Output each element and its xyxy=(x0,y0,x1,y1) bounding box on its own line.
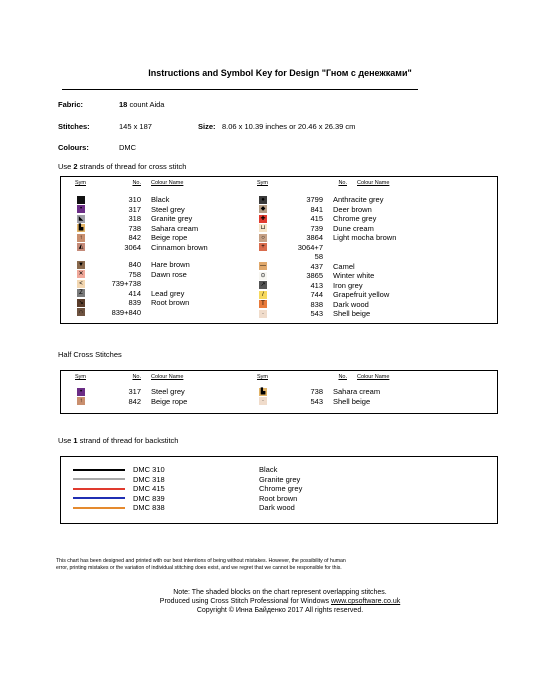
thread-number: 3799 xyxy=(306,195,323,204)
thread-number: 414 xyxy=(128,288,141,298)
backstitch-code: DMC 838 xyxy=(133,503,165,512)
colour-name: Dark wood xyxy=(333,299,369,309)
key-row xyxy=(75,260,255,270)
no-header: No. xyxy=(338,180,347,186)
symbol-swatch: ◆ xyxy=(260,206,266,212)
thread-number: 744 xyxy=(310,290,323,299)
thread-number: 317 xyxy=(128,387,141,396)
symbol-swatch: ▙ xyxy=(78,225,84,231)
thread-number: 739 xyxy=(310,223,323,233)
symbol-swatch: · xyxy=(259,397,267,405)
note-line: Note: The shaded blocks on the chart represent overlapping stitches. xyxy=(173,589,387,596)
title-divider xyxy=(62,89,418,90)
key-row xyxy=(75,387,255,397)
colour-name-header: Colour Name xyxy=(357,180,390,186)
disclaimer-line: error, printing mistakes or the variation of individual stitching does exist, and we regret that we cannot be responsible for this. xyxy=(56,565,342,571)
copyright: Copyright © Инна Байденко 2017 All rights reserved. xyxy=(196,607,364,614)
fabric-type: count Aida xyxy=(129,100,165,109)
backstitch-line xyxy=(73,507,125,509)
intro-text: Use xyxy=(58,162,74,171)
symbol-swatch: ↑ xyxy=(77,397,85,405)
key-row xyxy=(75,243,255,253)
thread-number: 3865 xyxy=(306,271,323,280)
fabric-value xyxy=(119,100,164,109)
thread-number: 3864 xyxy=(306,233,323,242)
backstitch-key xyxy=(60,456,498,524)
key-row xyxy=(75,279,255,289)
cross-stitch-key xyxy=(60,176,498,324)
symbol-swatch: ▙ xyxy=(260,388,266,395)
thread-number: 738 xyxy=(310,387,323,396)
symbol-swatch: ● xyxy=(259,196,267,204)
intro-text: strand of thread for backstitch xyxy=(77,436,179,445)
half-cross-key xyxy=(60,370,498,414)
key-row xyxy=(75,214,255,224)
symbol-swatch: ∩ xyxy=(78,309,84,315)
colour-name: Shell beige xyxy=(333,396,371,406)
symbol-swatch: ↑ xyxy=(77,234,85,242)
backstitch-colour-name: Dark wood xyxy=(259,503,295,512)
sym-header: Sym xyxy=(75,374,86,380)
colour-name: Sahara cream xyxy=(151,223,199,233)
thread-number: 841 xyxy=(310,204,323,214)
thread-number: 738 xyxy=(128,223,141,233)
backstitch-intro xyxy=(58,436,178,445)
key-row xyxy=(257,243,497,253)
symbol-swatch: ◭ xyxy=(78,244,84,250)
colour-name: Light mocha brown xyxy=(333,233,397,242)
disclaimer xyxy=(56,558,506,572)
thread-number: 842 xyxy=(128,233,141,242)
colours-label: Colours: xyxy=(58,143,89,152)
backstitch-line xyxy=(73,488,125,490)
colour-name: Camel xyxy=(333,261,355,271)
symbol-swatch xyxy=(77,196,85,204)
key-row xyxy=(75,298,255,308)
symbol-swatch: ↗ xyxy=(260,282,266,288)
thread-number: 840 xyxy=(128,260,141,269)
colour-name: Hare brown xyxy=(151,260,190,269)
thread-number: 839 xyxy=(128,298,141,307)
thread-number: 838 xyxy=(310,299,323,309)
symbol-swatch: ○ xyxy=(259,234,267,242)
symbol-swatch: • xyxy=(77,388,85,396)
backstitch-line xyxy=(73,478,125,480)
key-row xyxy=(75,195,255,205)
symbol-swatch: ✚ xyxy=(260,215,266,222)
symbol-swatch: T xyxy=(259,300,267,308)
colour-name: Root brown xyxy=(151,298,190,307)
colour-name: Anthracite grey xyxy=(333,195,384,204)
key-row xyxy=(257,233,497,243)
key-row xyxy=(75,308,255,318)
thread-number: 310 xyxy=(128,195,141,204)
key-row xyxy=(257,195,497,205)
colour-name: Steel grey xyxy=(151,204,185,214)
key-row xyxy=(257,397,497,407)
colour-name: Shell beige xyxy=(333,309,371,318)
key-row xyxy=(257,252,497,262)
colour-name: Winter white xyxy=(333,271,375,280)
symbol-swatch: · xyxy=(259,310,267,318)
colour-name: Chrome grey xyxy=(333,214,377,223)
symbol-swatch: ⊙ xyxy=(260,272,266,279)
symbol-swatch: ▼ xyxy=(78,261,84,268)
symbol-swatch: Z xyxy=(77,289,85,297)
colours-value: DMC xyxy=(119,143,137,152)
key-row xyxy=(257,281,497,291)
colour-name: Lead grey xyxy=(151,288,185,298)
fabric-label: Fabric: xyxy=(58,100,84,109)
backstitch-code: DMC 415 xyxy=(133,484,165,493)
key-row xyxy=(75,397,255,407)
backstitch-line xyxy=(73,469,125,471)
key-row xyxy=(257,205,497,215)
thread-number: 842 xyxy=(128,396,141,406)
size-value: 8.06 x 10.39 inches or 20.46 x 26.39 cm xyxy=(222,122,356,131)
thread-number: 543 xyxy=(310,396,323,406)
intro-text: Use xyxy=(58,436,74,445)
half-cross-heading: Half Cross Stitches xyxy=(58,350,122,359)
key-row xyxy=(257,262,497,272)
backstitch-colour-name: Black xyxy=(259,465,278,474)
size-label: Size: xyxy=(198,122,216,131)
symbol-swatch: ↘ xyxy=(78,299,84,306)
strand-count: 1 xyxy=(73,436,78,445)
thread-number: 3064 xyxy=(124,242,141,252)
backstitch-line xyxy=(73,497,125,499)
colour-name-header: Colour Name xyxy=(357,374,390,380)
backstitch-code: DMC 318 xyxy=(133,474,165,484)
thread-number: 415 xyxy=(310,214,323,223)
strand-count: 2 xyxy=(73,162,78,171)
thread-number: 318 xyxy=(128,214,141,223)
website-link[interactable]: www.cpsoftware.co.uk xyxy=(330,598,401,605)
thread-number: 3064+7 xyxy=(297,242,323,252)
key-row xyxy=(257,387,497,397)
sym-header: Sym xyxy=(257,180,268,186)
disclaimer-line: This chart has been designed and printed with our best intentions of being without mistakes. However, the possibility of human xyxy=(56,558,346,564)
footer-note xyxy=(0,588,560,615)
thread-number: 739+738 xyxy=(111,279,141,288)
sym-header: Sym xyxy=(257,374,268,380)
backstitch-colour-name: Root brown xyxy=(259,493,298,503)
cross-stitch-intro xyxy=(58,162,186,171)
note-line xyxy=(0,597,560,606)
thread-number: 839+840 xyxy=(111,307,141,317)
key-row xyxy=(257,271,497,281)
no-header: No. xyxy=(132,374,141,380)
colour-name: Black xyxy=(151,195,170,204)
no-header: No. xyxy=(338,374,347,380)
colour-name: Dune cream xyxy=(333,223,374,233)
stitches-value: 145 x 187 xyxy=(119,122,152,131)
page-title: Instructions and Symbol Key for Design "Гном с денежками" xyxy=(148,68,412,78)
key-row xyxy=(75,205,255,215)
symbol-swatch: ◣ xyxy=(78,215,84,222)
thread-number: 413 xyxy=(310,280,323,290)
thread-number: 758 xyxy=(128,269,141,279)
symbol-swatch: ✕ xyxy=(78,271,84,277)
colour-name: Cinnamon brown xyxy=(151,242,208,252)
intro-text: strands of thread for cross stitch xyxy=(77,162,187,171)
key-row xyxy=(75,233,255,243)
key-row xyxy=(75,289,255,299)
stitches-label: Stitches: xyxy=(58,122,90,131)
no-header: No. xyxy=(132,180,141,186)
backstitch-code: DMC 839 xyxy=(133,493,165,503)
colour-name: Beige rope xyxy=(151,396,188,406)
colour-name: Grapefruit yellow xyxy=(333,290,390,299)
sym-header: Sym xyxy=(75,180,86,186)
thread-number: 543 xyxy=(310,309,323,318)
fabric-count: 18 xyxy=(119,100,128,109)
backstitch-code: DMC 310 xyxy=(133,465,165,474)
backstitch-colour-name: Granite grey xyxy=(259,474,301,484)
thread-number: 58 xyxy=(314,252,323,261)
symbol-swatch: — xyxy=(260,263,266,269)
thread-number: 437 xyxy=(310,261,323,271)
key-row xyxy=(257,290,497,300)
produced-text: Produced using Cross Stitch Professional for Windows xyxy=(159,598,331,605)
colour-name: Sahara cream xyxy=(333,387,381,396)
symbol-swatch: • xyxy=(77,205,85,213)
colour-name: Beige rope xyxy=(151,233,188,242)
backstitch-colour-name: Chrome grey xyxy=(259,484,303,493)
key-row xyxy=(75,270,255,280)
key-row xyxy=(257,309,497,319)
symbol-swatch: + xyxy=(259,243,267,251)
key-row xyxy=(257,214,497,224)
key-row xyxy=(75,224,255,234)
symbol-swatch: / xyxy=(259,291,267,299)
colour-name-header: Colour Name xyxy=(151,180,184,186)
colour-name-header: Colour Name xyxy=(151,374,184,380)
key-row xyxy=(257,300,497,310)
colour-name: Dawn rose xyxy=(151,269,187,279)
thread-number: 317 xyxy=(128,204,141,214)
colour-name: Granite grey xyxy=(151,214,193,223)
colour-name: Iron grey xyxy=(333,280,363,290)
symbol-swatch: ⊔ xyxy=(260,225,266,231)
symbol-swatch: < xyxy=(77,280,85,288)
colour-name: Steel grey xyxy=(151,387,185,396)
colour-name: Deer brown xyxy=(333,204,372,214)
key-row xyxy=(257,224,497,234)
